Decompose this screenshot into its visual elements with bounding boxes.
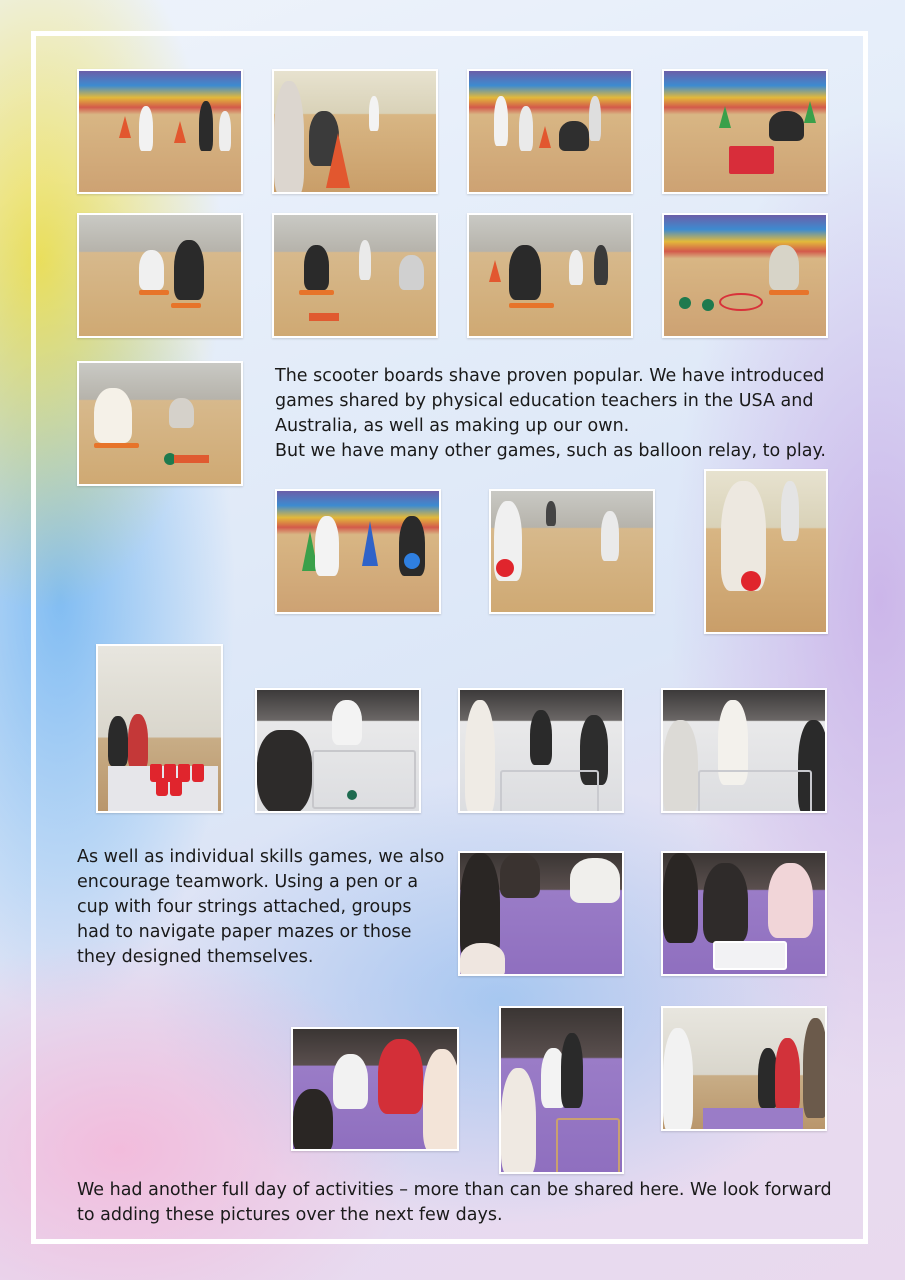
photo-cone-game-2 [272,69,438,194]
photo-scooter-2 [272,213,438,338]
photo-balloon-3 [704,469,828,634]
closing-paragraph: We had another full day of activities – more than can be shared here. We look forward to adding these pictures over the next few days. [77,1180,832,1225]
photo-team-maze-3 [291,1027,459,1151]
photo-scooter-1 [77,213,243,338]
photo-team-maze-2 [661,851,827,976]
teamwork-paragraph: As well as individual skills games, we also encourage teamwork. Using a pen or a cup with four strings attached, groups had to navigate paper mazes or those they designed themselves. [77,847,445,967]
photo-cone-game-4 [662,69,828,194]
photo-team-maze-1 [458,851,624,976]
photo-cone-game-3 [467,69,633,194]
photo-balloon-2 [489,489,655,614]
scooter-paragraph: The scooter boards shave proven popular. We have introduced games shared by physical education teachers in the USA and Australia, as well as making up our own. But we have many other games, such as balloon relay, to play. [275,366,826,461]
photo-team-maze-5 [661,1006,827,1131]
photo-scooter-5 [77,361,243,486]
photo-scooter-4 [662,213,828,338]
photo-cone-game-1 [77,69,243,194]
photo-scooter-3 [467,213,633,338]
photo-maze-3 [661,688,827,813]
photo-team-maze-4 [499,1006,624,1174]
photo-balloon-1 [275,489,441,614]
photo-cups-stack [96,644,223,813]
photo-maze-1 [255,688,421,813]
photo-maze-2 [458,688,624,813]
